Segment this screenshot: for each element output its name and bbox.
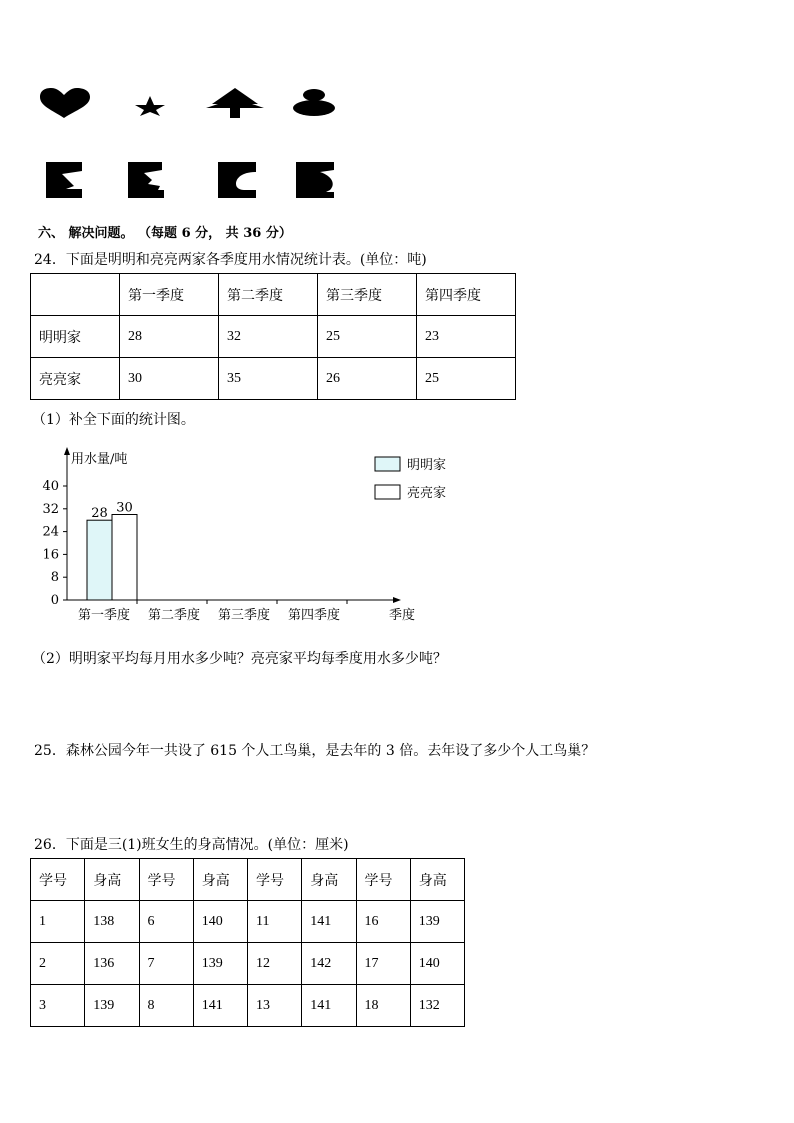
table-header-cell: 第三季度 <box>318 274 417 316</box>
question-26-text: 26．下面是三(1)班女生的身高情况。(单位：厘米) <box>34 837 349 853</box>
table-cell: 140 <box>410 943 464 985</box>
heart-shape <box>40 88 90 118</box>
table-cell: 1 <box>31 901 85 943</box>
table-row <box>31 943 465 985</box>
x-tick-label: 第四季度 <box>287 608 341 623</box>
table-cell: 23 <box>417 316 516 358</box>
y-axis-label: 用水量/吨 <box>71 452 128 467</box>
table-cell: 132 <box>410 985 464 1027</box>
notched-e-shape-2 <box>128 162 164 198</box>
x-axis-arrow <box>393 597 401 603</box>
table-header-cell: 学号 <box>356 859 410 901</box>
y-tick-label: 40 <box>42 479 59 494</box>
table-row <box>31 358 516 400</box>
x-tick-label: 第三季度 <box>217 608 271 623</box>
table-cell: 11 <box>248 901 302 943</box>
table-cell: 141 <box>302 901 356 943</box>
table-cell: 25 <box>417 358 516 400</box>
table-cell: 7 <box>139 943 193 985</box>
section-title: 六、 解决问题。 （每题 6 分， 共 36 分） <box>38 226 292 241</box>
legend-label: 亮亮家 <box>407 486 447 501</box>
table-cell: 139 <box>193 943 247 985</box>
table-cell: 17 <box>356 943 410 985</box>
table-header-cell: 学号 <box>248 859 302 901</box>
table-cell: 136 <box>85 943 139 985</box>
table-header-cell: 学号 <box>139 859 193 901</box>
bar <box>112 515 137 601</box>
table-cell: 141 <box>193 985 247 1027</box>
table-cell: 32 <box>219 316 318 358</box>
x-tick-label: 第二季度 <box>147 608 201 623</box>
table-cell: 140 <box>193 901 247 943</box>
table-header-cell: 身高 <box>85 859 139 901</box>
legend-swatch <box>375 457 400 471</box>
table-header-cell: 第二季度 <box>219 274 318 316</box>
bar-value-label: 30 <box>116 500 133 516</box>
height-table <box>30 858 465 1027</box>
chart-bars <box>87 501 137 601</box>
table-cell: 8 <box>139 985 193 1027</box>
star-shape <box>135 96 165 116</box>
notched-e-shape-4 <box>296 162 334 198</box>
table-cell: 142 <box>302 943 356 985</box>
table-header-row <box>31 274 516 316</box>
shape-row-1 <box>38 86 338 122</box>
table-cell: 6 <box>139 901 193 943</box>
table-cell: 25 <box>318 316 417 358</box>
bar-value-label: 28 <box>91 506 108 522</box>
y-tick-label: 16 <box>42 547 59 563</box>
table-cell: 139 <box>410 901 464 943</box>
table-cell: 35 <box>219 358 318 400</box>
water-usage-table <box>30 273 516 400</box>
table-cell: 16 <box>356 901 410 943</box>
table-cell: 26 <box>318 358 417 400</box>
table-header-cell <box>31 274 120 316</box>
y-axis-arrow <box>64 447 70 455</box>
bar <box>87 520 112 600</box>
shape-row-2 <box>44 160 344 200</box>
table-header-cell: 身高 <box>193 859 247 901</box>
chart-legend <box>375 457 446 501</box>
notched-e-shape-3 <box>218 162 256 198</box>
table-cell: 139 <box>85 985 139 1027</box>
table-header-row <box>31 859 465 901</box>
legend-label: 明明家 <box>407 458 447 473</box>
y-tick-label: 32 <box>42 501 59 517</box>
x-tick-label: 第一季度 <box>77 608 131 623</box>
table-cell: 141 <box>302 985 356 1027</box>
table-cell: 12 <box>248 943 302 985</box>
snowman-shape <box>293 89 335 116</box>
question-24-sub1: （1）补全下面的统计图。 <box>32 412 195 428</box>
table-header-cell: 第四季度 <box>417 274 516 316</box>
table-header-cell: 第一季度 <box>120 274 219 316</box>
tree-shape <box>206 88 264 118</box>
table-row <box>31 316 516 358</box>
table-cell: 28 <box>120 316 219 358</box>
table-header-cell: 身高 <box>302 859 356 901</box>
row-label: 明明家 <box>31 316 120 358</box>
table-cell: 13 <box>248 985 302 1027</box>
question-24-text: 24．下面是明明和亮亮两家各季度用水情况统计表。(单位：吨) <box>34 252 427 268</box>
table-row <box>31 985 465 1027</box>
row-label: 亮亮家 <box>31 358 120 400</box>
notched-e-shape-1 <box>46 162 82 198</box>
question-25-text: 25．森林公园今年一共设了 615 个人工鸟巢，是去年的 3 倍。去年设了多少个人工鸟巢？ <box>34 743 596 759</box>
legend-swatch <box>375 485 400 499</box>
table-cell: 18 <box>356 985 410 1027</box>
table-header-cell: 身高 <box>410 859 464 901</box>
water-usage-chart <box>30 443 447 628</box>
table-cell: 30 <box>120 358 219 400</box>
y-tick-label: 24 <box>42 524 59 540</box>
table-row <box>31 901 465 943</box>
table-header-cell: 学号 <box>31 859 85 901</box>
question-24-sub2: （2）明明家平均每月用水多少吨？亮亮家平均每季度用水多少吨？ <box>32 651 447 667</box>
table-cell: 138 <box>85 901 139 943</box>
table-cell: 3 <box>31 985 85 1027</box>
y-tick-label: 0 <box>50 593 59 608</box>
y-tick-label: 8 <box>50 570 59 586</box>
table-cell: 2 <box>31 943 85 985</box>
x-axis-label: 季度 <box>389 608 416 623</box>
